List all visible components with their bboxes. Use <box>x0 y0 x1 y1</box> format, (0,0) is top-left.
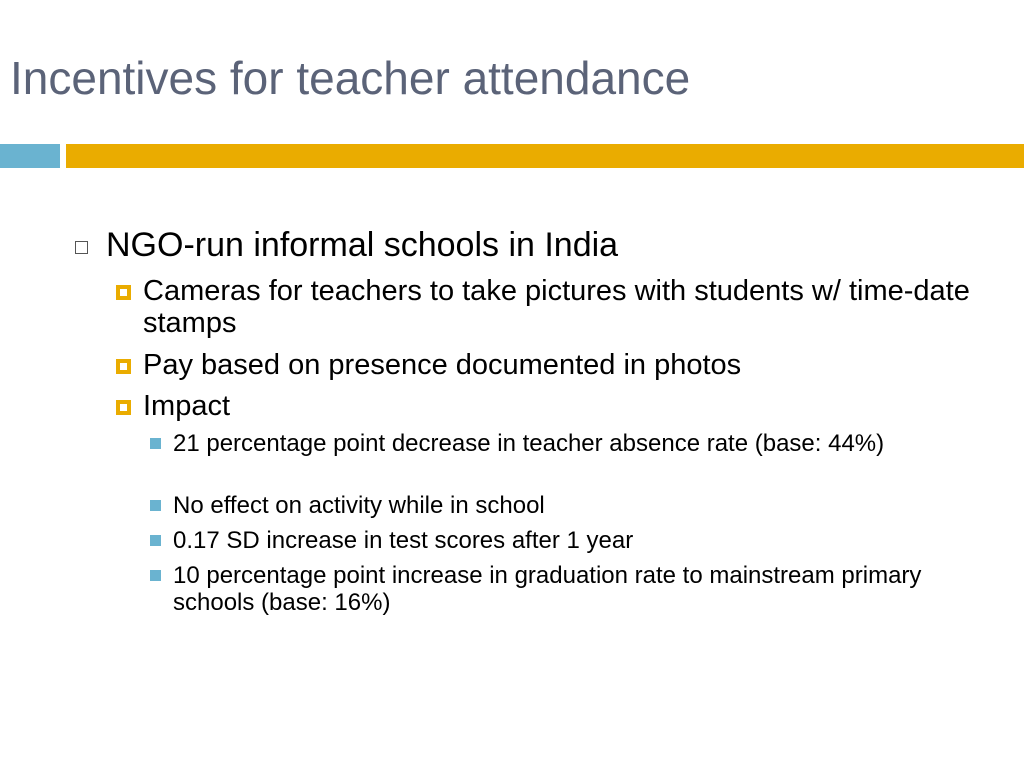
list-item-level1: NGO-run informal schools in India <box>106 226 619 264</box>
gold-square-bullet-icon <box>116 400 131 415</box>
blue-square-bullet-icon <box>150 438 161 449</box>
blue-square-bullet-icon <box>150 570 161 581</box>
list-item-level3: 10 percentage point increase in graduation rate to mainstream primary schools (base: 16%) <box>173 562 922 616</box>
hollow-square-bullet-icon <box>75 241 88 254</box>
list-item-level2: Impact <box>143 390 231 422</box>
title-accent-bar-gold <box>66 144 1024 168</box>
list-item-level2: Cameras for teachers to take pictures with students w/ time-date stamps <box>143 275 970 339</box>
gold-square-bullet-icon <box>116 285 131 300</box>
title-accent-bar-blue <box>0 144 60 168</box>
list-item-level3: No effect on activity while in school <box>173 492 545 519</box>
blue-square-bullet-icon <box>150 535 161 546</box>
gold-square-bullet-icon <box>116 359 131 374</box>
list-item-level3: 0.17 SD increase in test scores after 1 year <box>173 527 634 554</box>
blue-square-bullet-icon <box>150 500 161 511</box>
list-item-level3: 21 percentage point decrease in teacher absence rate (base: 44%) <box>173 430 885 457</box>
slide-title: Incentives for teacher attendance <box>10 52 691 104</box>
list-item-level2: Pay based on presence documented in photos <box>143 349 742 381</box>
